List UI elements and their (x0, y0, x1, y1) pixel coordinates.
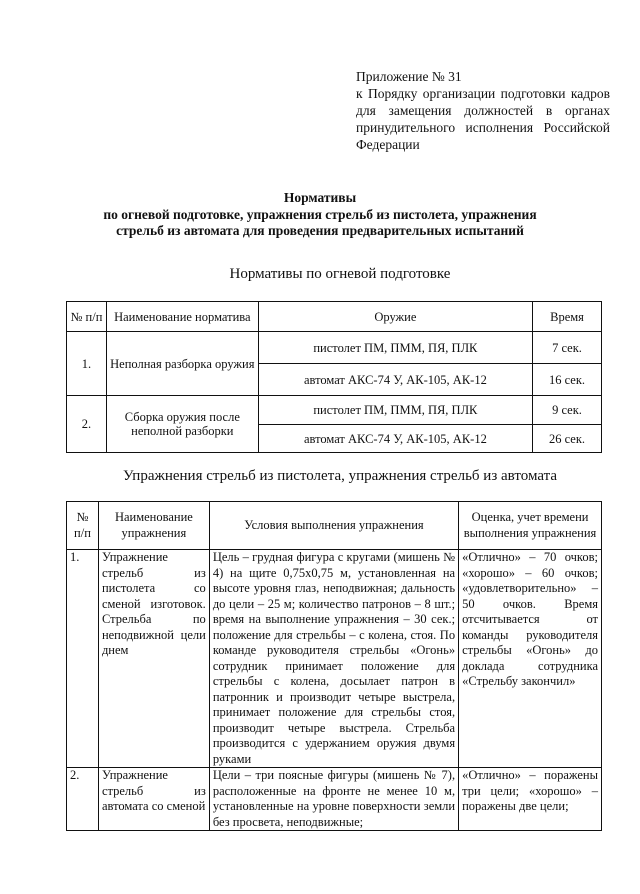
header-weapon: Оружие (258, 302, 532, 332)
header-conditions: Условия выполнения упражнения (209, 502, 458, 550)
row-num: 2. (67, 396, 107, 453)
row-name: Сборка оружия после неполной разборки (106, 396, 258, 453)
row-time: 9 сек. (533, 396, 602, 425)
exercises-table (66, 501, 602, 831)
header-num: № п/п (67, 302, 107, 332)
table-header-row (67, 502, 602, 550)
row-weapon: пистолет ПМ, ПММ, ПЯ, ПЛК (258, 396, 532, 425)
standards-table (66, 301, 602, 453)
appendix-reference: к Порядку организации подготовки кадров для замещения должностей в органах принудительного исполнения Российской Федерации (356, 86, 610, 152)
table-row (67, 332, 602, 364)
row-conditions: Цели – три поясные фигуры (мишень № 7), расположенные на фронте не менее 10 м, установленные на уровне поверхности земли без просвета, неподвижные; (209, 768, 458, 831)
row-weapon: пистолет ПМ, ПММ, ПЯ, ПЛК (258, 332, 532, 364)
row-time: 7 сек. (533, 332, 602, 364)
document-title (60, 190, 580, 240)
row-score: «Отлично» – 70 очков; «хорошо» – 60 очков; «удовлетворительно» – 50 очков. Время отсчитывается от команды руководителя стрельбы «Огонь» до доклада сотрудника «Стрельбу закончил» (459, 550, 602, 768)
row-num: 1. (67, 332, 107, 396)
row-num: 1. (67, 550, 99, 768)
header-score: Оценка, учет времени выполнения упражнения (459, 502, 602, 550)
section-heading-2: Упражнения стрельб из пистолета, упражнения стрельб из автомата (122, 468, 557, 484)
header-name: Наименование норматива (106, 302, 258, 332)
table-header-row (67, 302, 602, 332)
row-name: Неполная разборка оружия (106, 332, 258, 396)
title-line-1: Нормативы (283, 190, 357, 205)
appendix-block (356, 68, 610, 153)
appendix-number: Приложение № 31 (356, 69, 462, 84)
table-row (67, 396, 602, 425)
header-name: Наименование упражнения (98, 502, 209, 550)
header-time: Время (533, 302, 602, 332)
section-heading-1: Нормативы по огневой подготовке (229, 266, 451, 282)
table-row (67, 550, 602, 768)
title-line-2: по огневой подготовке, упражнения стрельб из пистолета, упражнения (103, 206, 537, 222)
row-num: 2. (67, 768, 99, 831)
row-time: 16 сек. (533, 364, 602, 396)
table-row (67, 768, 602, 831)
row-score: «Отлично» – поражены три цели; «хорошо» – поражены две цели; (459, 768, 602, 831)
row-time: 26 сек. (533, 425, 602, 453)
header-num: № п/п (67, 502, 99, 550)
row-name: Упражнение стрельб из автомата со сменой (98, 768, 209, 831)
row-weapon: автомат АКС-74 У, АК-105, АК-12 (258, 425, 532, 453)
title-line-3: стрельб из автомата для проведения предварительных испытаний (116, 223, 524, 238)
row-weapon: автомат АКС-74 У, АК-105, АК-12 (258, 364, 532, 396)
row-name: Упражнение стрельб из пистолета со сменой изготовок. Стрельба по неподвижной цели днем (98, 550, 209, 768)
row-conditions: Цель – грудная фигура с кругами (мишень № 4) на щите 0,75х0,75 м, установленная на высоте уровня глаз, неподвижная; дальность до цели – 25 м; количество патронов – 8 шт.; время на выполнение упражнения – 30 сек.; положение для стрельбы – с колена, стоя. По команде руководителя стрельбы «Огонь» сотрудник принимает положение для стрельбы с колена, досылает патрон в патронник и производит четыре выстрела, принимает положение для стрельбы стоя, производит четыре выстрела. Стрельба производится с удержанием оружия двумя руками (209, 550, 458, 768)
